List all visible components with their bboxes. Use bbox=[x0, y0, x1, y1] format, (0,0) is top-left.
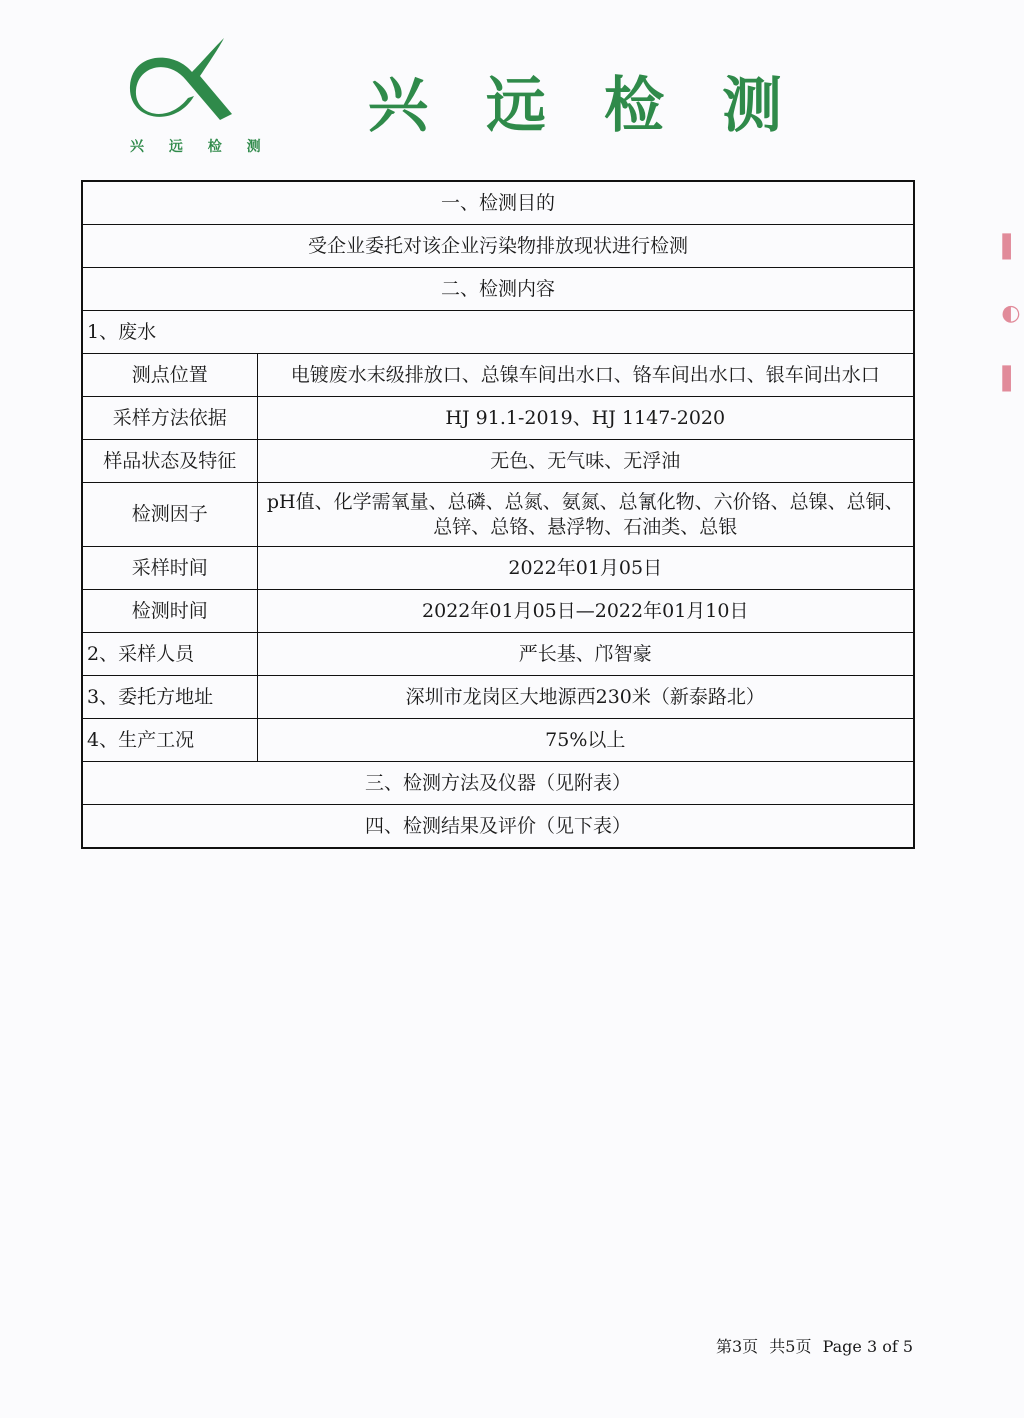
samplers-label: 2、采样人员 bbox=[82, 633, 257, 676]
results-title: 四、检测结果及评价（见下表） bbox=[82, 805, 914, 849]
factors-value: pH值、化学需氧量、总磷、总氮、氨氮、总氰化物、六价铬、总镍、总铜、总锌、总铬、悬浮物、石油类、总银 bbox=[257, 483, 914, 547]
table-row bbox=[82, 762, 914, 805]
sampling-time-value: 2022年01月05日 bbox=[257, 547, 914, 590]
table-row bbox=[82, 440, 914, 483]
location-value: 电镀废水末级排放口、总镍车间出水口、铬车间出水口、银车间出水口 bbox=[257, 354, 914, 397]
production-value: 75%以上 bbox=[257, 719, 914, 762]
table-row bbox=[82, 719, 914, 762]
content-title: 二、检测内容 bbox=[82, 268, 914, 311]
table-row bbox=[82, 354, 914, 397]
table-row bbox=[82, 805, 914, 849]
page-number-cn: 第3页 bbox=[716, 1337, 759, 1356]
table-row bbox=[82, 547, 914, 590]
table-row bbox=[82, 311, 914, 354]
address-label: 3、委托方地址 bbox=[82, 676, 257, 719]
wastewater-label: 1、废水 bbox=[82, 311, 914, 354]
company-logo-icon bbox=[128, 36, 240, 126]
table-row bbox=[82, 676, 914, 719]
sampling-basis-value: HJ 91.1-2019、HJ 1147-2020 bbox=[257, 397, 914, 440]
page-title: 兴远检测 bbox=[368, 71, 840, 141]
table-row bbox=[82, 590, 914, 633]
address-value: 深圳市龙岗区大地源西230米（新泰路北） bbox=[257, 676, 914, 719]
logo-caption: 兴 远 检 测 bbox=[130, 139, 271, 155]
sampling-basis-label: 采样方法依据 bbox=[82, 397, 257, 440]
sample-state-value: 无色、无气味、无浮油 bbox=[257, 440, 914, 483]
report-table bbox=[81, 180, 915, 849]
table-row bbox=[82, 483, 914, 547]
purpose-title: 一、检测目的 bbox=[82, 181, 914, 225]
table-row bbox=[82, 225, 914, 268]
sample-state-label: 样品状态及特征 bbox=[82, 440, 257, 483]
table-row bbox=[82, 181, 914, 225]
page-number-en: Page 3 of 5 bbox=[822, 1337, 914, 1356]
table-row bbox=[82, 268, 914, 311]
test-time-label: 检测时间 bbox=[82, 590, 257, 633]
samplers-value: 严长基、邝智豪 bbox=[257, 633, 914, 676]
methods-title: 三、检测方法及仪器（见附表） bbox=[82, 762, 914, 805]
page-footer bbox=[716, 1334, 919, 1357]
purpose-text: 受企业委托对该企业污染物排放现状进行检测 bbox=[82, 225, 914, 268]
location-label: 测点位置 bbox=[82, 354, 257, 397]
table-row bbox=[82, 633, 914, 676]
table-row bbox=[82, 397, 914, 440]
seal-stamp-icon: ▌ ◐ ▌ bbox=[1001, 235, 1021, 392]
factors-label: 检测因子 bbox=[82, 483, 257, 547]
test-time-value: 2022年01月05日—2022年01月10日 bbox=[257, 590, 914, 633]
sampling-time-label: 采样时间 bbox=[82, 547, 257, 590]
production-label: 4、生产工况 bbox=[82, 719, 257, 762]
document-header bbox=[0, 0, 1024, 175]
page-total-cn: 共5页 bbox=[769, 1337, 812, 1356]
